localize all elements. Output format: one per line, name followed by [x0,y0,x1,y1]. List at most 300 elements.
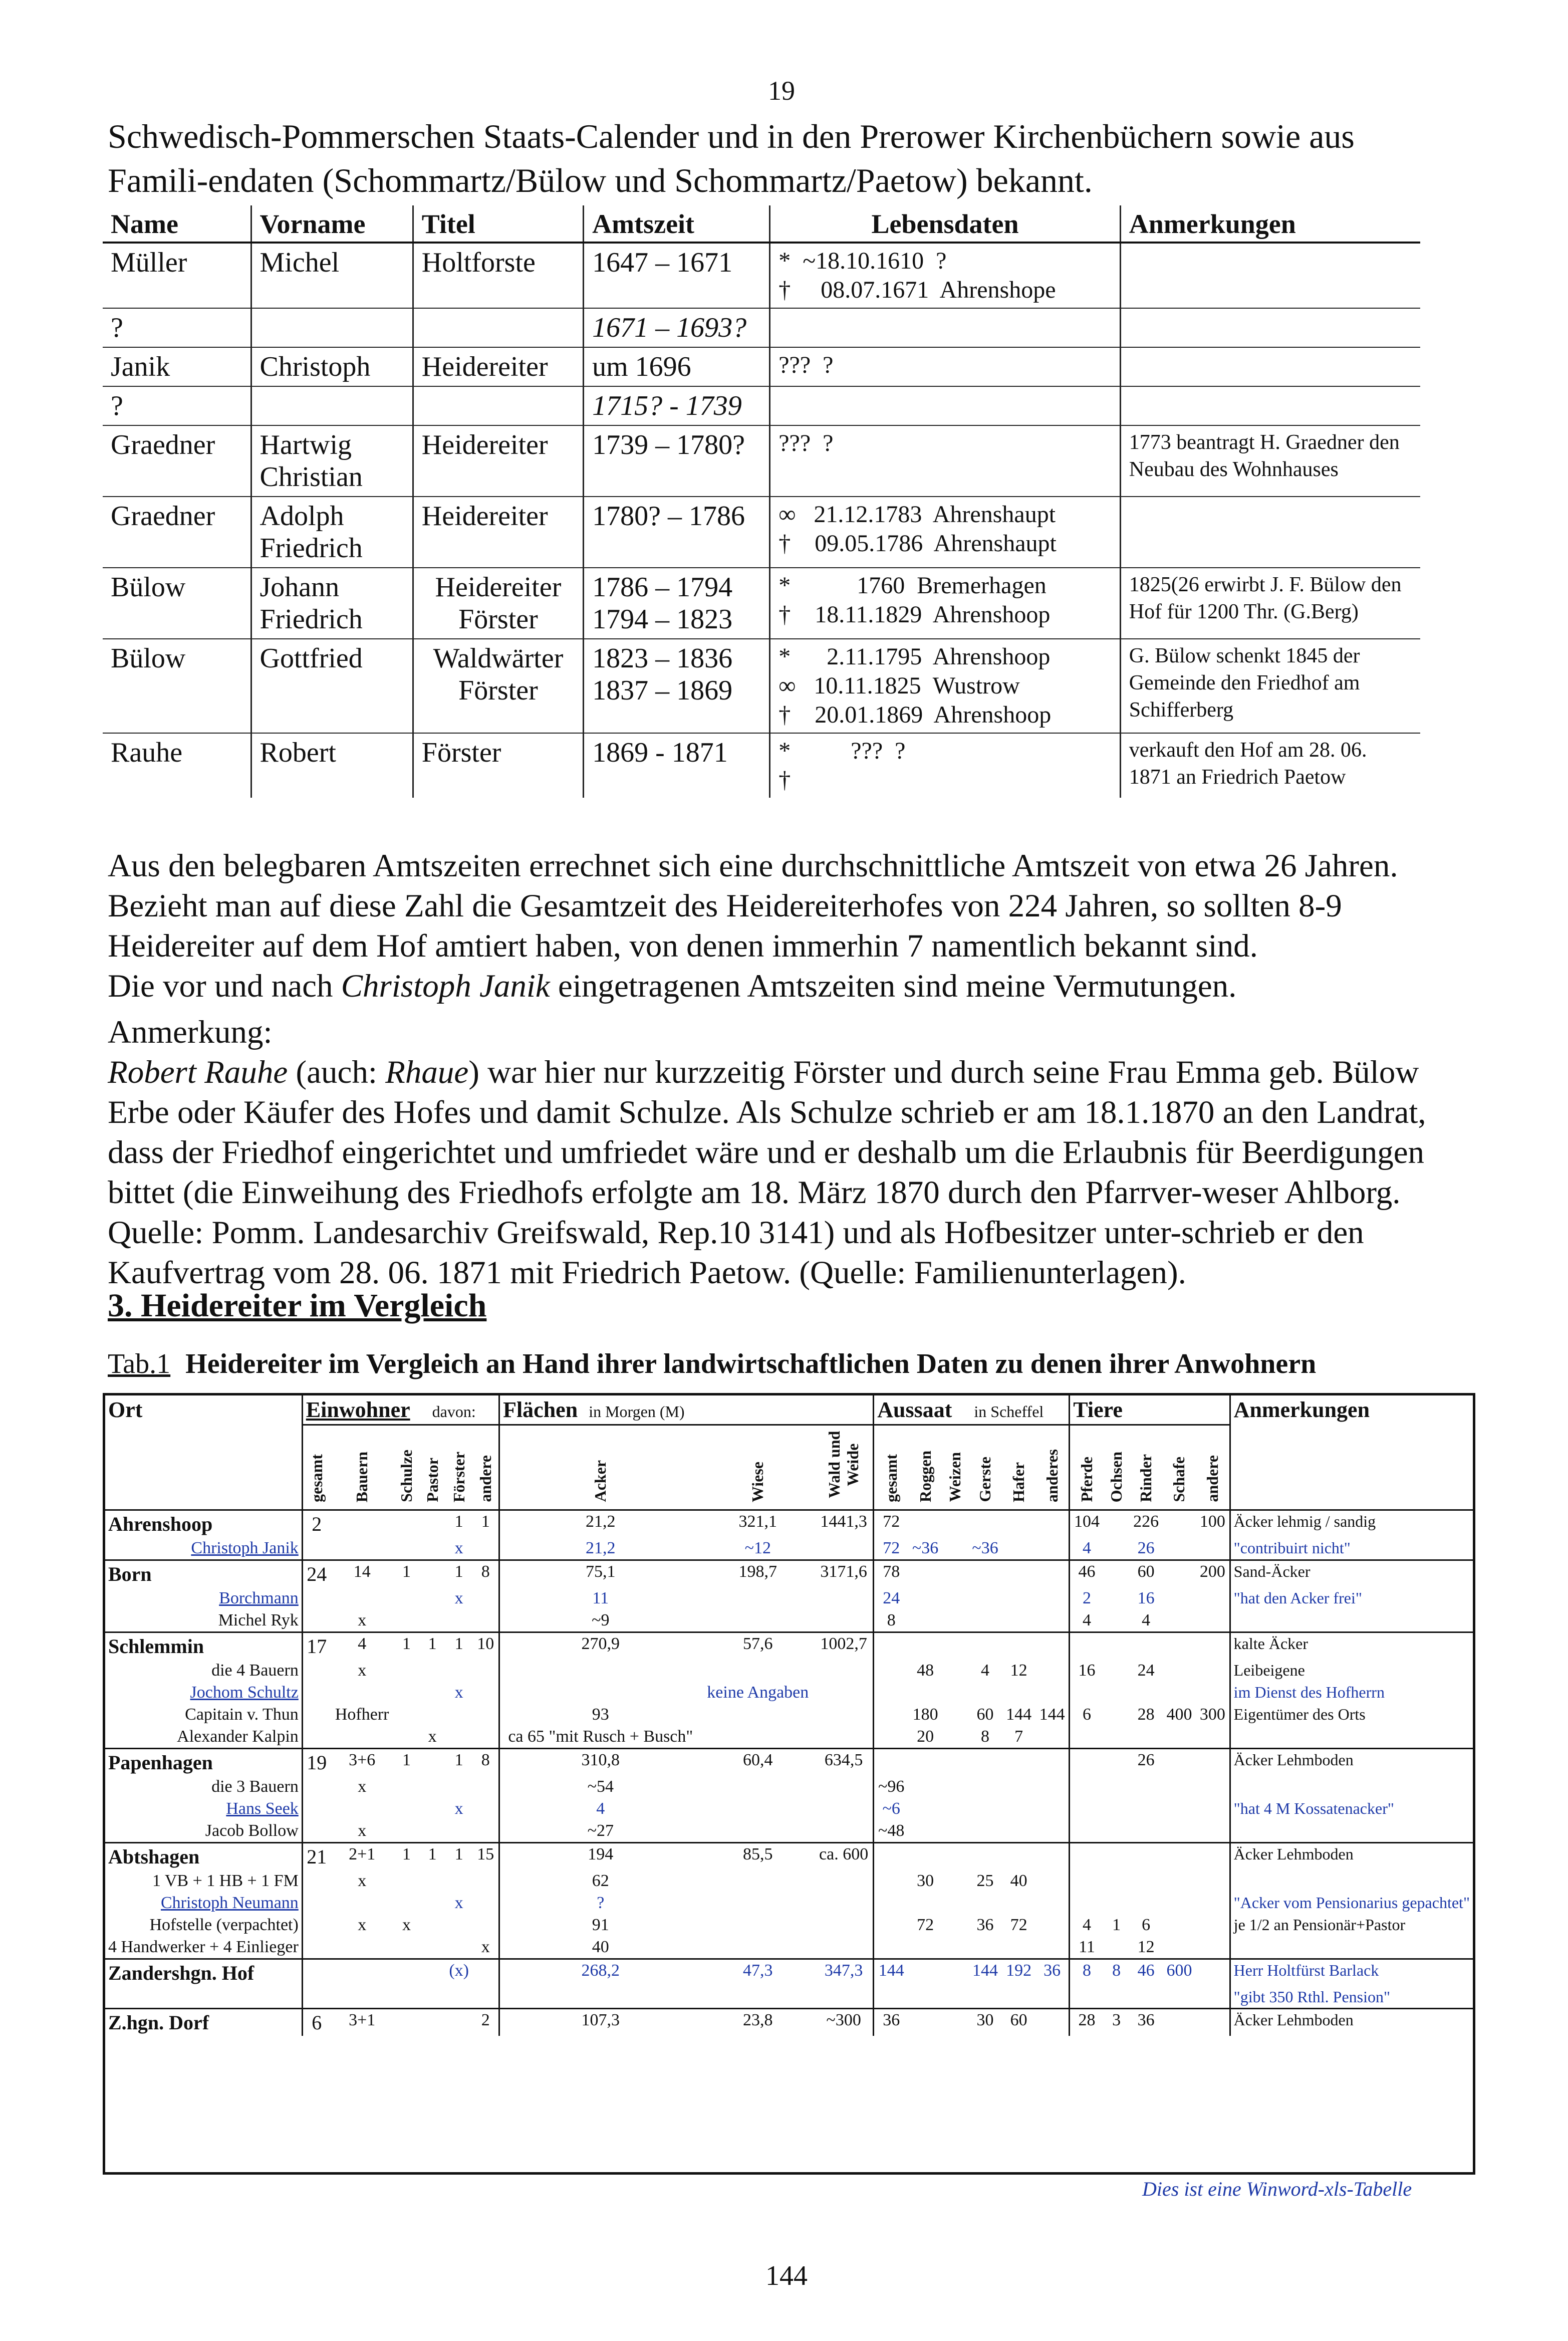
t2-value: 347,3 [815,1959,874,1987]
t2-value: 20 [917,1727,934,1746]
t2-value [1163,1682,1196,1704]
t2-value [815,1609,874,1632]
comparison-table-frame [103,1393,1475,2175]
t1-cell-name: Janik [103,347,251,386]
t2-anm [1230,1820,1473,1843]
t2-value: 78 [874,1560,908,1588]
t2-value [1035,1798,1070,1820]
t2-value [1002,1587,1035,1609]
t2-value: 28 [1137,1705,1155,1724]
t2-value: keine Angaben [707,1683,809,1702]
t2-value [874,1986,908,2009]
t2-ort: Abtshagen [105,1843,302,1870]
t1-cell-leben: * 2.11.1795 Ahrenshoop ∞ 10.11.1825 Wustrow † 20.01.1869 Ahrenshoop [770,639,1121,733]
t2-row [105,1682,1473,1704]
t2-value: x [454,1683,463,1702]
heidereiter-table [103,205,1420,798]
t2-value [419,1660,445,1682]
t2-anm: kalte Äcker [1230,1632,1473,1660]
t2-row [105,1843,1473,1870]
t2-value: x [428,1727,437,1746]
t1-cell-amtszeit: 1715? - 1739 [584,386,770,425]
col-aussaat: Aussaat in Scheffel [874,1395,1070,1425]
t2-value [942,1914,968,1936]
t2-value [701,1936,815,1959]
t2-value [908,1609,942,1632]
t2-value: 180 [912,1705,938,1724]
t2-value: 24 [883,1589,900,1607]
t2-subcol: Ochsen [1104,1425,1130,1510]
t1-cell-vorname: Hartwig Christian [251,425,413,497]
t2-value: 91 [592,1916,609,1934]
t2-value [472,1587,499,1609]
t2-value: 21 [302,1843,330,1870]
t1-cell-anm: G. Bülow schenkt 1845 der Gemeinde den Friedhof am Schifferberg [1120,639,1420,733]
t1-cell-titel: Waldwärter Förster [413,639,583,733]
t2-value [1196,1749,1230,1776]
t2-value: 8 [1070,1959,1104,1987]
t2-value [1163,1986,1196,2009]
t2-value [302,1660,330,1682]
t2-value [908,1776,942,1798]
t2-value [302,1936,330,1959]
t2-value [1196,1587,1230,1609]
t2-value [302,1776,330,1798]
t2-value [445,2009,472,2036]
t2-value [1104,1749,1130,1776]
t2-value [942,1537,968,1560]
t2-value [1035,1587,1070,1609]
t2-value: 1 [445,1843,472,1870]
t2-value [419,1704,445,1726]
t2-row [105,1587,1473,1609]
t2-value: 1 [445,1749,472,1776]
t2-value [701,1798,815,1820]
t2-value [1163,1843,1196,1870]
t2-value [874,1632,908,1660]
t2-value: 8 [472,1749,499,1776]
t2-value: 3 [1104,2009,1130,2036]
t2-value: 48 [917,1661,934,1680]
t2-value [1070,1986,1104,2009]
t2-value [1104,1776,1130,1798]
t2-value: 26 [1129,1749,1162,1776]
t2-value [968,1936,1002,1959]
t2-value [815,1704,874,1726]
t2-value: 400 [1166,1705,1192,1724]
t2-value: 144 [1035,1704,1070,1726]
t2-value [1070,1749,1104,1776]
t2-value [701,1776,815,1798]
t2-subcol: Weizen [942,1425,968,1510]
t2-value [1163,1560,1196,1588]
t2-anm: "hat den Acker frei" [1233,1589,1362,1607]
t2-value [1104,1560,1130,1588]
t1-cell-name: Rauhe [103,733,251,798]
t2-value [394,1704,420,1726]
t2-value: 144 [874,1959,908,1987]
t1-cell-leben: * ??? ? † [770,733,1121,798]
t1-cell-titel [413,386,583,425]
t2-value [968,1798,1002,1820]
t2-value: 21,2 [499,1510,701,1538]
t2-value: 16 [1078,1661,1096,1680]
t1-cell-anm: 1825(26 erwirbt J. F. Bülow den Hof für 1200 Thr. (G.Berg) [1120,568,1420,639]
t2-subcol: Rinder [1129,1425,1162,1510]
table-caption: Tab.1 Heidereiter im Vergleich an Hand ihrer landwirtschaftlichen Daten zu denen ihrer Anwohnern [108,1348,1317,1379]
t2-value [1163,1510,1196,1538]
t2-value [1002,1892,1035,1914]
t2-value [908,1843,942,1870]
t2-anm: je 1/2 an Pensionär+Pastor [1233,1916,1406,1934]
t2-value [394,1820,420,1843]
t2-row [105,1537,1473,1560]
t2-value: 12 [1010,1661,1027,1680]
t2-value: ca 65 "mit Rusch + Busch" [508,1727,693,1746]
t2-value [1104,1682,1130,1704]
t1-cell-anm [1120,497,1420,568]
t2-value [394,1510,420,1538]
t1-cell-vorname [251,386,413,425]
t2-ort: Jochom Schultz [105,1682,302,1704]
t2-value: ca. 600 [815,1843,874,1870]
t2-value [419,2009,445,2036]
t2-value [419,1914,445,1936]
t2-value: 107,3 [499,2009,701,2036]
t2-value [701,1892,815,1914]
t2-value: 3171,6 [815,1560,874,1588]
t2-value: ~12 [744,1539,771,1557]
t2-value [1104,1892,1130,1914]
t2-value [1104,1870,1130,1892]
t2-value [302,1609,330,1632]
t2-value [701,1914,815,1936]
t2-anm: Sand-Äcker [1230,1560,1473,1588]
t2-ort: die 4 Bauern [105,1660,302,1682]
note-label: Anmerkung: [108,1014,273,1050]
t2-value [701,1726,815,1749]
t2-anm: "gibt 350 Rthl. Pension" [1233,1988,1391,2006]
t2-value [701,1609,815,1632]
t2-value [942,1726,968,1749]
t2-value [419,1776,445,1798]
section-heading: 3. Heidereiter im Vergleich [108,1287,487,1324]
t2-value [942,2009,968,2036]
t2-value [331,1587,394,1609]
t2-subcol: Bauern [331,1425,394,1510]
t2-value [445,1936,472,1959]
t2-value [942,1843,968,1870]
t2-value [968,1632,1002,1660]
t2-value [908,1959,942,1987]
t2-value: 8 [472,1560,499,1588]
t2-value: 46 [1070,1560,1104,1588]
t2-value [942,1587,968,1609]
t2-value [942,1632,968,1660]
t2-value [419,1986,445,2009]
t2-value [1196,2009,1230,2036]
t2-row [105,1632,1473,1660]
t2-value [1070,1892,1104,1914]
t2-value: x [358,1661,367,1680]
t2-value [472,1660,499,1682]
t2-value: 7 [1014,1727,1023,1746]
t2-value [394,1798,420,1820]
t1-cell-amtszeit: 1780? – 1786 [584,497,770,568]
t1-header: Lebensdaten [770,205,1121,243]
t1-cell-vorname [251,308,413,347]
t2-subcol: Pferde [1070,1425,1104,1510]
t2-row [105,1776,1473,1798]
t2-subcol: andere [1196,1425,1230,1510]
t2-value [331,1986,394,2009]
body-text [108,846,1475,1293]
t1-cell-vorname: Gottfried [251,639,413,733]
t2-value: 25 [976,1871,994,1890]
t2-value [1070,1843,1104,1870]
t2-value [1104,1510,1130,1538]
t2-value: 46 [1129,1959,1162,1987]
col-flaechen: Flächen in Morgen (M) [499,1395,874,1425]
t2-value [1196,1726,1230,1749]
t2-value [1035,1870,1070,1892]
t2-value [908,1798,942,1820]
t2-value: ~36 [912,1539,939,1557]
t2-value: 21,2 [586,1539,616,1557]
t1-cell-leben: * 1760 Bremerhagen † 18.11.1829 Ahrenshoop [770,568,1121,639]
t2-value: 2 [1083,1589,1092,1607]
t2-value: ~27 [587,1821,614,1840]
t2-value: x [454,1799,463,1818]
t2-value: x [358,1871,367,1890]
t2-value [874,1682,908,1704]
t2-value [1104,1798,1130,1820]
t2-value [968,1986,1002,2009]
t1-cell-titel: Förster [413,733,583,798]
t2-subcol: Förster [445,1425,472,1510]
t2-value: 200 [1196,1560,1230,1588]
t2-value: 6 [302,2009,330,2036]
t2-value [331,1682,394,1704]
t2-ort: Z.hgn. Dorf [105,2009,302,2036]
t2-row [105,1936,1473,1959]
page-bottom-number: 144 [765,2260,808,2291]
t2-value [1196,1959,1230,1987]
t2-ort: Christoph Neumann [105,1892,302,1914]
page-top-number: 19 [768,76,795,106]
t2-value [394,1587,420,1609]
t2-value: x [472,1936,499,1959]
t2-value: 57,6 [701,1632,815,1660]
t2-value [419,1510,445,1538]
t2-value [1035,1609,1070,1632]
t2-value [1163,1870,1196,1892]
t2-ort: Hofstelle (verpachtet) [105,1914,302,1936]
t2-value [394,1609,420,1632]
t2-value: 1 [445,1510,472,1538]
t2-row [105,1986,1473,2009]
t1-cell-anm [1120,347,1420,386]
t2-value [815,1870,874,1892]
t2-value: 4 [1083,1611,1092,1629]
t2-value: 1 [394,1749,420,1776]
t2-value [1002,1820,1035,1843]
t2-subcol: Acker [499,1425,701,1510]
t2-value: 72 [883,1539,900,1557]
t2-row [105,1820,1473,1843]
t2-value [394,1959,420,1987]
t1-cell-titel: Heidereiter [413,497,583,568]
t2-value: 310,8 [499,1749,701,1776]
t2-value [302,1537,330,1560]
t2-value: 4 [1142,1611,1151,1629]
t2-value [1196,1986,1230,2009]
t2-value: 75,1 [499,1560,701,1588]
t2-subcol: Hafer [1002,1425,1035,1510]
t2-value: 62 [592,1871,609,1890]
t2-value [1002,1537,1035,1560]
t2-value: 8 [1104,1959,1130,1987]
t2-value [445,1776,472,1798]
t2-value: 192 [1002,1959,1035,1987]
t2-value [1129,1798,1162,1820]
t2-value: 1 [394,1560,420,1588]
t1-cell-titel: Heidereiter [413,347,583,386]
t2-value: 72 [874,1510,908,1538]
t2-value: 144 [1006,1705,1032,1724]
t2-value [472,1798,499,1820]
t2-anm: Leibeigene [1233,1661,1305,1679]
t2-value [1002,1936,1035,1959]
t2-value [1104,1704,1130,1726]
t2-value: 1 [394,1843,420,1870]
t2-value: 270,9 [499,1632,701,1660]
t2-value [874,1870,908,1892]
t2-value [302,1986,330,2009]
t1-cell-vorname: Robert [251,733,413,798]
t2-value [942,1704,968,1726]
t2-value [445,1660,472,1682]
t2-value [1035,1776,1070,1798]
t2-value [1035,1560,1070,1588]
t2-value [419,1798,445,1820]
t1-row [103,308,1420,347]
t2-value: 198,7 [701,1560,815,1588]
t2-value: 36 [1035,1959,1070,1987]
t2-value [445,1820,472,1843]
t2-value [394,1726,420,1749]
t2-value: ~96 [878,1777,905,1796]
t2-value [968,1510,1002,1538]
t2-value: 10 [472,1632,499,1660]
t2-ort: Alexander Kalpin [105,1726,302,1749]
t2-value: x [358,1916,367,1934]
t2-value [1070,1798,1104,1820]
t2-value [302,1870,330,1892]
t2-value: 1 [445,1632,472,1660]
t2-value [419,1820,445,1843]
t2-value [1035,1936,1070,1959]
t2-anm: Äcker Lehmboden [1230,1843,1473,1870]
t2-subcol: andere [472,1425,499,1510]
t1-cell-name: ? [103,386,251,425]
t2-value: 1441,3 [815,1510,874,1538]
t2-value: 30 [917,1871,934,1890]
t2-value [331,1726,394,1749]
t2-value [472,1537,499,1560]
t2-value [499,1660,701,1682]
t2-value: 40 [1010,1871,1027,1890]
t1-header: Vorname [251,205,413,243]
t2-value: 3+1 [331,2009,394,2036]
t2-value: 11 [1079,1938,1095,1956]
col-anmerkungen: Anmerkungen [1230,1395,1473,1510]
t2-value [942,1892,968,1914]
t2-value [942,1820,968,1843]
t2-ort: Capitain v. Thun [105,1704,302,1726]
t2-value [445,1726,472,1749]
t2-value [815,1726,874,1749]
t2-value [874,1892,908,1914]
t2-value [1035,1660,1070,1682]
t2-value [394,1986,420,2009]
t2-value: 24 [302,1560,330,1588]
t2-value: 6 [1083,1705,1092,1724]
t2-value [1163,1632,1196,1660]
t2-value [1002,1986,1035,2009]
t2-value [302,1704,330,1726]
t2-value [302,1798,330,1820]
t2-value [1070,1726,1104,1749]
t2-value [302,1726,330,1749]
t1-row [103,243,1420,308]
t2-value [874,1726,908,1749]
t1-header: Amtszeit [584,205,770,243]
t2-value: 2 [472,2009,499,2036]
t2-value: 60,4 [701,1749,815,1776]
t2-value [968,1609,1002,1632]
t2-value [942,1660,968,1682]
t2-value [331,1892,394,1914]
t2-value [302,1820,330,1843]
t2-value [394,1776,420,1798]
t2-value [419,1609,445,1632]
t1-cell-name: Bülow [103,568,251,639]
t2-ort: Hans Seek [105,1798,302,1820]
t2-value: 60 [976,1705,994,1724]
t2-value: 40 [592,1938,609,1956]
t2-value: 194 [499,1843,701,1870]
t2-value: 72 [1010,1916,1027,1934]
t2-value: 23,8 [701,2009,815,2036]
t2-value: x [358,1777,367,1796]
t1-cell-amtszeit: 1869 - 1871 [584,733,770,798]
t2-value [1035,1749,1070,1776]
t1-row [103,568,1420,639]
t2-value: 14 [331,1560,394,1588]
t2-value [701,1660,815,1682]
t2-row [105,2009,1473,2036]
t2-value [1163,1537,1196,1560]
t1-cell-name: Bülow [103,639,251,733]
t2-value [499,1682,701,1704]
t2-value [472,1959,499,1987]
t2-value: 47,3 [701,1959,815,1987]
t2-value [302,1914,330,1936]
t2-value [1002,1560,1035,1588]
col-einwohner: Einwohner davon: [302,1395,499,1425]
t2-value [419,1749,445,1776]
